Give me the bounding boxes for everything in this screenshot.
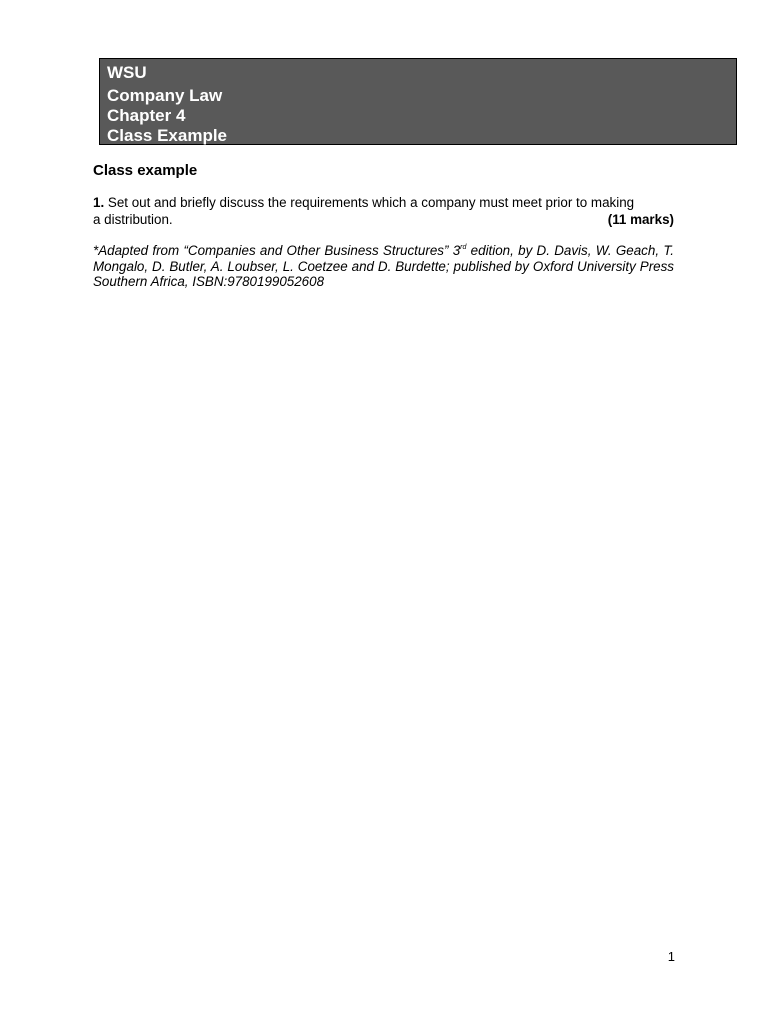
question-marks: (11 marks) [607, 212, 674, 227]
citation-superscript: rd [460, 244, 467, 251]
header-course: Company Law [107, 86, 223, 105]
header-doc-type: Class Example [107, 126, 228, 145]
question-last-line [93, 211, 674, 228]
header-chapter: Chapter 4 [107, 106, 186, 125]
header-org: WSU [107, 63, 147, 82]
question-1 [93, 194, 674, 228]
citation-text-end: edition, by D. Davis, W. Geach, T. Mongalo, D. Butler, A. Loubser, L. Coetzee and D. Burdette; published by Oxford University Press Southern Africa, ISBN:9780199052608 [93, 243, 674, 289]
page-number: 1 [667, 949, 675, 964]
question-number: 1. [93, 195, 105, 210]
question-text: Set out and briefly discuss the requirements which a company must meet prior to making [104, 195, 635, 210]
source-citation [93, 243, 674, 290]
citation-text-start: *Adapted from “Companies and Other Business Structures” 3 [93, 243, 461, 258]
document-header-box [99, 58, 737, 145]
section-title: Class example [93, 162, 198, 179]
question-text-end: a distribution. [93, 212, 173, 227]
